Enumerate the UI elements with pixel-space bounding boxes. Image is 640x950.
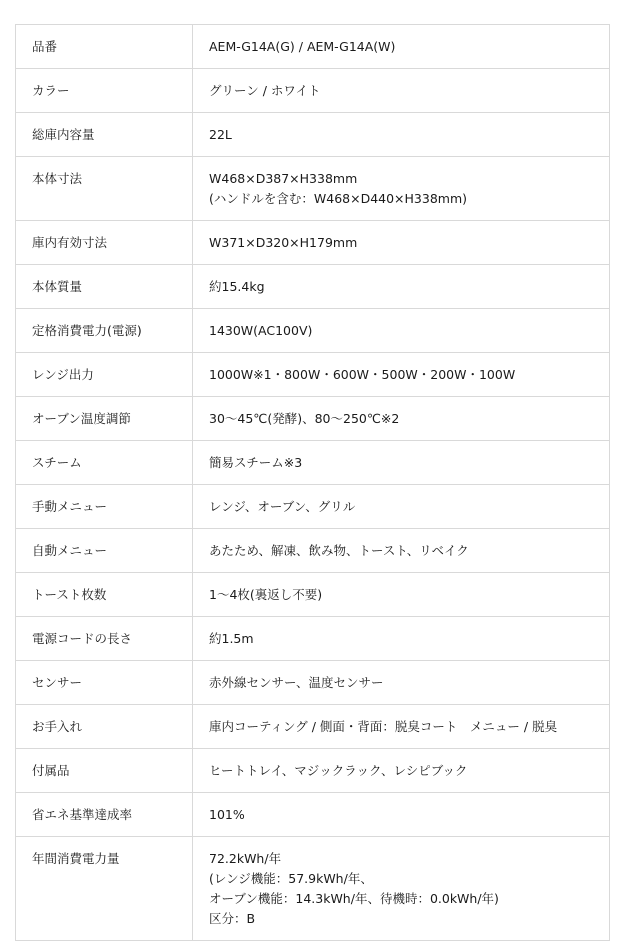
spec-label: レンジ出力 [16,353,193,397]
spec-value [193,529,610,573]
spec-value [193,69,610,113]
spec-row [16,353,610,397]
spec-value-line: 101% [209,807,245,822]
spec-value [193,661,610,705]
spec-label: オーブン温度調節 [16,397,193,441]
spec-row [16,69,610,113]
spec-row [16,529,610,573]
spec-value [193,25,610,69]
spec-value [193,353,610,397]
spec-value [193,793,610,837]
spec-value-line: (レンジ機能：57.9kWh/年、 [209,871,373,886]
spec-value-line: W371×D320×H179mm [209,235,358,250]
spec-label: センサー [16,661,193,705]
spec-value-line: 22L [209,127,232,142]
spec-value-line: 簡易スチーム※3 [209,455,303,470]
spec-row [16,397,610,441]
spec-value-line: 1～4枚(裏返し不要) [209,587,323,602]
spec-label: 品番 [16,25,193,69]
spec-value-line: グリーン / ホワイト [209,83,321,98]
spec-value-line: 30～45℃(発酵)、80～250℃※2 [209,411,400,426]
spec-row [16,157,610,221]
spec-value [193,221,610,265]
spec-row [16,837,610,941]
spec-label: カラー [16,69,193,113]
spec-value-line: あたため、解凍、飲み物、トースト、リベイク [209,543,469,558]
spec-label: 総庫内容量 [16,113,193,157]
spec-label: スチーム [16,441,193,485]
spec-label: トースト枚数 [16,573,193,617]
spec-value [193,309,610,353]
spec-row [16,617,610,661]
spec-label: 定格消費電力(電源) [16,309,193,353]
spec-row [16,113,610,157]
spec-row [16,309,610,353]
spec-row [16,485,610,529]
spec-value-line: 赤外線センサー、温度センサー [209,675,384,690]
spec-row [16,265,610,309]
spec-row [16,573,610,617]
spec-label: 本体質量 [16,265,193,309]
spec-value [193,485,610,529]
spec-value-line: 約1.5m [209,631,254,646]
spec-value [193,617,610,661]
spec-label: 年間消費電力量 [16,837,193,941]
spec-value-line: 庫内コーティング / 側面・背面：脱臭コート メニュー / 脱臭 [209,719,558,734]
spec-value-line: レンジ、オーブン、グリル [209,499,356,514]
spec-value [193,705,610,749]
spec-label: 庫内有効寸法 [16,221,193,265]
spec-value [193,113,610,157]
spec-table-body [16,25,610,941]
spec-label: 手動メニュー [16,485,193,529]
spec-row [16,661,610,705]
spec-value [193,265,610,309]
spec-value [193,397,610,441]
spec-value-line: 72.2kWh/年 [209,851,282,866]
spec-value-line: 1000W※1・800W・600W・500W・200W・100W [209,367,516,382]
spec-row [16,749,610,793]
spec-value [193,749,610,793]
spec-label: 省エネ基準達成率 [16,793,193,837]
spec-value [193,837,610,941]
spec-row [16,221,610,265]
spec-row [16,705,610,749]
spec-row [16,441,610,485]
spec-value [193,573,610,617]
spec-label: 電源コードの長さ [16,617,193,661]
spec-table [15,24,610,941]
spec-label: お手入れ [16,705,193,749]
spec-label: 自動メニュー [16,529,193,573]
spec-value-line: W468×D387×H338mm [209,171,358,186]
spec-value-line: 約15.4kg [209,279,265,294]
spec-value [193,157,610,221]
spec-value-line: ヒートトレイ、マジックラック、レシピブック [209,763,468,778]
spec-value-line: (ハンドルを含む：W468×D440×H338mm) [209,191,468,206]
spec-label: 付属品 [16,749,193,793]
spec-value-line: オーブン機能：14.3kWh/年、待機時：0.0kWh/年) [209,891,499,906]
spec-label: 本体寸法 [16,157,193,221]
spec-value-line: AEM-G14A(G) / AEM-G14A(W) [209,39,396,54]
spec-value-line: 1430W(AC100V) [209,323,313,338]
spec-row [16,793,610,837]
spec-value-line: 区分：B [209,911,256,926]
spec-value [193,441,610,485]
spec-row [16,25,610,69]
